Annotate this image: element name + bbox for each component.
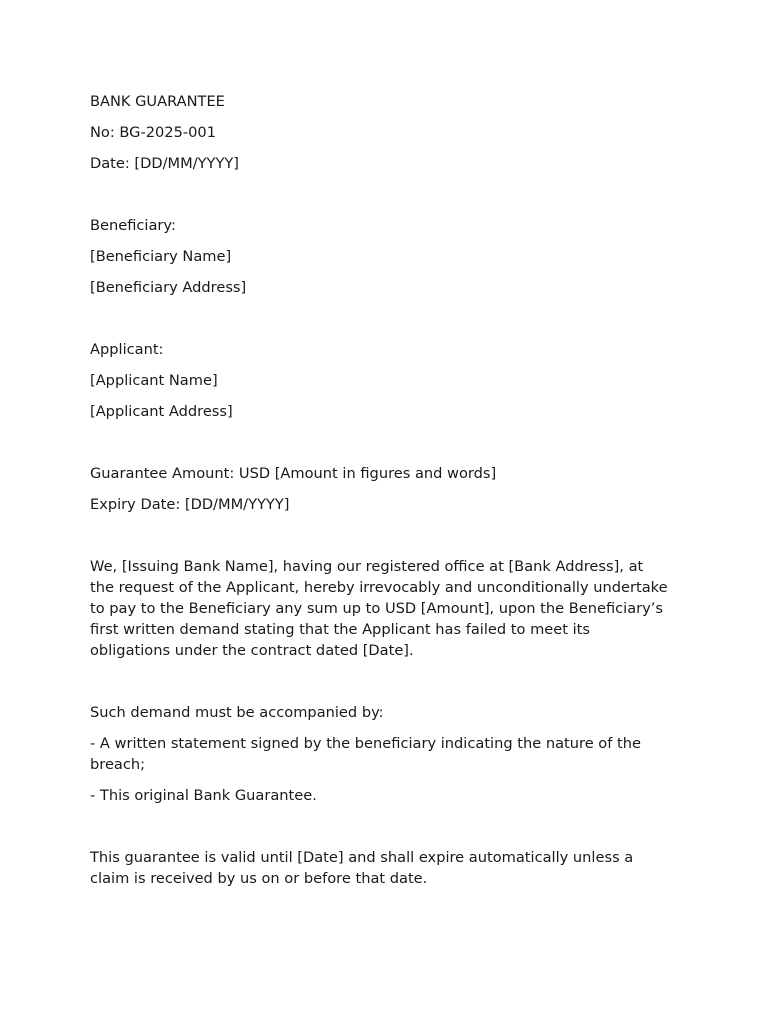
demand-item: - A written statement signed by the beneficiary indicating the nature of the breach; — [90, 735, 641, 773]
document-title: BANK GUARANTEE — [90, 93, 225, 110]
guarantee-number: No: BG-2025-001 — [90, 124, 216, 141]
validity-paragraph: This guarantee is valid until [Date] and shall expire automatically unless a claim is received by us on or before that date. — [90, 849, 634, 887]
beneficiary-address: [Beneficiary Address] — [90, 279, 247, 296]
expiry-date: Expiry Date: [DD/MM/YYYY] — [90, 496, 290, 513]
beneficiary-name: [Beneficiary Name] — [90, 248, 232, 265]
applicant-name: [Applicant Name] — [90, 372, 218, 389]
demand-item: - This original Bank Guarantee. — [90, 787, 317, 804]
demand-intro: Such demand must be accompanied by: — [90, 704, 384, 721]
applicant-heading: Applicant: — [90, 341, 164, 358]
guarantee-amount: Guarantee Amount: USD [Amount in figures and words] — [90, 465, 497, 482]
guarantee-document — [90, 91, 670, 889]
undertaking-paragraph: We, [Issuing Bank Name], having our registered office at [Bank Address], at the request of the Applicant, hereby irrevocably and unconditionally undertake to pay to the Beneficiary any sum up to USD [Amount], upon the Beneficiary’s first written demand stating that the Applicant has failed to meet its obligations under the contract dated [Date]. — [90, 558, 668, 659]
issue-date: Date: [DD/MM/YYYY] — [90, 155, 239, 172]
applicant-address: [Applicant Address] — [90, 403, 233, 420]
beneficiary-heading: Beneficiary: — [90, 217, 176, 234]
